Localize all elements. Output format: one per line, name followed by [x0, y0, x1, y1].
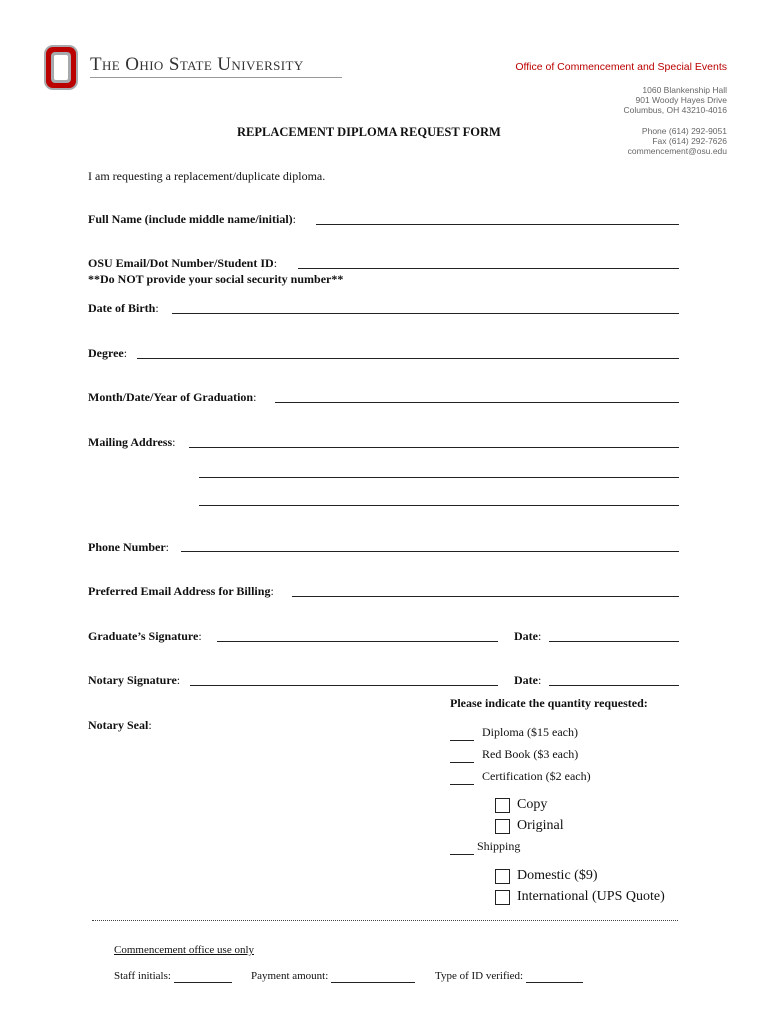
phone-field[interactable] [181, 551, 679, 552]
block-o-logo-icon [44, 45, 78, 90]
quantity-blank[interactable] [450, 725, 474, 741]
quantity-blank[interactable] [450, 747, 474, 763]
grad-signature-label: Graduate’s Signature: [88, 629, 202, 643]
notary-seal-label: Notary Seal: [88, 718, 152, 732]
phone-line: Phone (614) 292-9051 [641, 126, 727, 136]
checkbox-icon[interactable] [495, 798, 510, 813]
checkbox-icon[interactable] [495, 890, 510, 905]
intro-text: I am requesting a replacement/duplicate diploma. [88, 169, 326, 183]
form-title: REPLACEMENT DIPLOMA REQUEST FORM [237, 125, 501, 139]
staff-initials-field[interactable] [174, 970, 232, 983]
id-type-field[interactable] [526, 970, 583, 983]
certification-quantity[interactable]: Certification ($2 each) [450, 769, 591, 785]
red-book-quantity[interactable]: Red Book ($3 each) [450, 747, 578, 763]
mailing-field-1[interactable] [189, 447, 679, 448]
copy-option[interactable]: Copy [495, 797, 547, 813]
quantity-blank[interactable] [450, 769, 474, 785]
university-name: The Ohio State University [90, 54, 304, 75]
mailing-field-2[interactable] [199, 477, 679, 478]
full-name-label: Full Name (include middle name/initial): [88, 212, 297, 226]
quantity-blank[interactable] [450, 839, 474, 855]
office-name: Office of Commencement and Special Events [515, 61, 727, 73]
ssn-warning: **Do NOT provide your social security number** [88, 272, 344, 286]
grad-date-label: Month/Date/Year of Graduation: [88, 390, 257, 404]
billing-email-field[interactable] [292, 596, 679, 597]
address-line-2: 901 Woody Hayes Drive [635, 95, 727, 105]
notary-signature-field[interactable] [190, 685, 498, 686]
fax-line: Fax (614) 292-7626 [652, 136, 727, 146]
id-type-verified: Type of ID verified: [435, 970, 583, 983]
dob-label: Date of Birth: [88, 301, 159, 315]
quantity-heading: Please indicate the quantity requested: [450, 696, 648, 710]
grad-signature-field[interactable] [217, 641, 498, 642]
date-field-1[interactable] [549, 641, 679, 642]
checkbox-icon[interactable] [495, 819, 510, 834]
phone-label: Phone Number: [88, 540, 170, 554]
full-name-field[interactable] [316, 224, 679, 225]
billing-email-label: Preferred Email Address for Billing: [88, 584, 274, 598]
shipping-quantity[interactable]: Shipping [450, 839, 520, 855]
staff-initials: Staff initials: [114, 970, 232, 983]
address-line-3: Columbus, OH 43210-4016 [623, 105, 727, 115]
notary-signature-label: Notary Signature: [88, 673, 181, 687]
checkbox-icon[interactable] [495, 869, 510, 884]
date-label-2: Date: [514, 673, 542, 687]
office-use-heading: Commencement office use only [114, 944, 255, 956]
degree-label: Degree: [88, 346, 128, 360]
date-label-1: Date: [514, 629, 542, 643]
separator-dotted [92, 920, 678, 921]
grad-date-field[interactable] [275, 402, 679, 403]
payment-amount: Payment amount: [251, 970, 415, 983]
mailing-label: Mailing Address: [88, 435, 176, 449]
osu-id-field[interactable] [298, 268, 679, 269]
date-field-2[interactable] [549, 685, 679, 686]
original-option[interactable]: Original [495, 818, 564, 834]
degree-field[interactable] [137, 358, 679, 359]
dob-field[interactable] [172, 313, 679, 314]
email-line: commencement@osu.edu [627, 146, 727, 156]
diploma-quantity[interactable]: Diploma ($15 each) [450, 725, 578, 741]
payment-amount-field[interactable] [331, 970, 415, 983]
address-line-1: 1060 Blankenship Hall [642, 85, 727, 95]
osu-id-label: OSU Email/Dot Number/Student ID: [88, 256, 278, 270]
university-rule [90, 77, 342, 78]
mailing-field-3[interactable] [199, 505, 679, 506]
international-option[interactable]: International (UPS Quote) [495, 889, 665, 905]
domestic-option[interactable]: Domestic ($9) [495, 868, 597, 884]
